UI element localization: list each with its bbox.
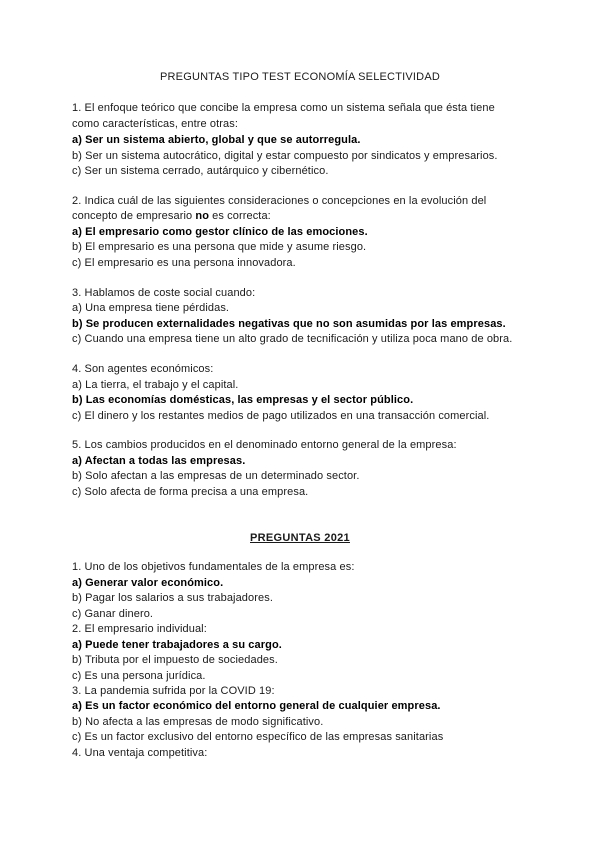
q3-option-a: a) Una empresa tiene pérdidas.	[72, 302, 230, 314]
q2-option-b: b) El empresario es una persona que mide y asume riesgo.	[72, 241, 367, 253]
q5-option-c: c) Solo afecta de forma precisa a una empresa.	[72, 486, 309, 498]
q1-option-c: c) Ser un sistema cerrado, autárquico y cibernético.	[72, 165, 329, 177]
q3-option-c: c) Cuando una empresa tiene un alto grado de tecnificación y utiliza poca mano de obra.	[72, 333, 513, 345]
q4-stem: 4. Son agentes económicos:	[72, 363, 214, 375]
s2-q1-stem: 1. Uno de los objetivos fundamentales de la empresa es:	[72, 561, 355, 573]
q3-stem: 3. Hablamos de coste social cuando:	[72, 287, 256, 299]
s2-q3-option-a: a) Es un factor económico del entorno general de cualquier empresa.	[72, 700, 441, 712]
q4-option-b: b) Las economías domésticas, las empresas y el sector público.	[72, 394, 414, 406]
q4-option-a: a) La tierra, el trabajo y el capital.	[72, 379, 239, 391]
q2-stem-line-2	[72, 209, 271, 224]
q2-option-a: a) El empresario como gestor clínico de las emociones.	[72, 226, 368, 238]
section-title-2021: PREGUNTAS 2021	[250, 532, 350, 544]
s2-q1-option-a: a) Generar valor económico.	[72, 577, 224, 589]
s2-q2-option-a: a) Puede tener trabajadores a su cargo.	[72, 639, 282, 651]
q5-stem: 5. Los cambios producidos en el denominado entorno general de la empresa:	[72, 439, 457, 451]
q2-stem-text-end: es correcta:	[209, 210, 271, 222]
s2-q1-option-c: c) Ganar dinero.	[72, 608, 154, 620]
q2-stem-emphasis: no	[195, 210, 210, 222]
s2-q1-option-b: b) Pagar los salarios a sus trabajadores.	[72, 592, 273, 604]
s2-q3-option-c: c) Es un factor exclusivo del entorno específico de las empresas sanitarias	[72, 731, 444, 743]
q1-stem-line-1: 1. El enfoque teórico que concibe la empresa como un sistema señala que ésta tiene	[72, 102, 495, 114]
q4-option-c: c) El dinero y los restantes medios de pago utilizados en una transacción comercial.	[72, 410, 490, 422]
q5-option-a: a) Afectan a todas las empresas.	[72, 455, 246, 467]
q1-stem-line-2: como características, entre otras:	[72, 118, 239, 130]
s2-q2-option-c: c) Es una persona jurídica.	[72, 670, 206, 682]
s2-q2-stem: 2. El empresario individual:	[72, 623, 207, 635]
s2-q2-option-b: b) Tributa por el impuesto de sociedades.	[72, 654, 278, 666]
s2-q3-option-b: b) No afecta a las empresas de modo significativo.	[72, 716, 324, 728]
q1-option-b: b) Ser un sistema autocrático, digital y estar compuesto por sindicatos y empresarios.	[72, 150, 498, 162]
q3-option-b: b) Se producen externalidades negativas que no son asumidas por las empresas.	[72, 318, 506, 330]
q1-option-a: a) Ser un sistema abierto, global y que se autorregula.	[72, 134, 361, 146]
s2-q4-stem: 4. Una ventaja competitiva:	[72, 747, 208, 759]
q2-option-c: c) El empresario es una persona innovadora.	[72, 257, 296, 269]
s2-q3-stem: 3. La pandemia sufrida por la COVID 19:	[72, 685, 275, 697]
q5-option-b: b) Solo afectan a las empresas de un determinado sector.	[72, 470, 360, 482]
q2-stem-line-1: 2. Indica cuál de las siguientes consideraciones o concepciones en la evolución del	[72, 195, 487, 207]
document-title: PREGUNTAS TIPO TEST ECONOMÍA SELECTIVIDAD	[160, 71, 440, 83]
q2-stem-text: concepto de empresario	[72, 210, 196, 222]
